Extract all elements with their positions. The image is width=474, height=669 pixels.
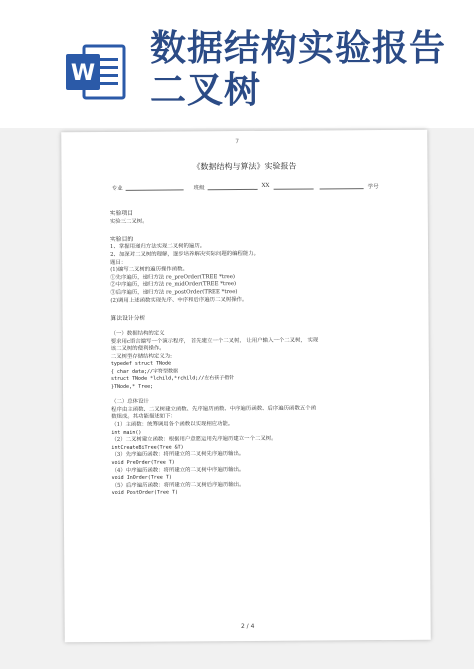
text-line: 题目： xyxy=(110,259,127,266)
text-line: （一）数据结构的定义 xyxy=(110,330,165,337)
text-line: 实验三二叉树。 xyxy=(109,218,148,225)
text-line: （1）主函数：统筹调用各个函数以实现相应功能。 xyxy=(111,421,234,428)
name-value: XX xyxy=(261,182,270,189)
id-label: 学号 xyxy=(367,184,379,191)
text-line: (2)调用上述函数实现先序、中序和后序遍历二叉树操作。 xyxy=(110,296,248,304)
code-line: struct TNode *lchild,*rchild;//左右孩子指针 xyxy=(110,375,235,383)
text-line: （5）后序遍历函数：将所建立的二叉树后序遍历输出。 xyxy=(111,481,245,489)
text-line: ②中序遍历，递归方法 re_midOrder(TREE *tree) xyxy=(110,281,237,289)
name-underline xyxy=(274,189,314,190)
code-line: }TNode,* Tree; xyxy=(110,383,154,391)
text-line: （3）先序遍历函数：将所建立的二叉树先序遍历输出。 xyxy=(111,451,245,459)
code-line: int main() xyxy=(111,429,142,436)
major-underline xyxy=(126,189,184,190)
corner-mark: 7 xyxy=(235,138,240,146)
id-underline xyxy=(320,188,364,189)
text-line: 数组成。其功能描述如下： xyxy=(111,413,176,421)
title-line-2: 二叉树 xyxy=(150,70,262,111)
text-line: 该二叉树的便利操作。 xyxy=(110,345,165,353)
word-document-icon xyxy=(64,40,128,104)
code-line: { char data;//字符型数据 xyxy=(110,368,179,375)
header-banner xyxy=(0,0,474,128)
page-number: 2 / 4 xyxy=(240,622,255,631)
class-label: 班级 xyxy=(193,185,205,192)
text-line: 程序由主函数、二叉树建立函数、先序遍历函数、中序遍历函数、后序遍历函数五个函 xyxy=(111,405,317,413)
code-line: void PostOrder(Tree T) xyxy=(111,489,178,497)
text-line: 要求用c语言编写一个演示程序， 首先建立一个二叉树， 让用户输入一个二叉树， 实现 xyxy=(110,336,319,345)
code-line: void InOrder(Tree T) xyxy=(111,474,172,482)
text-line: （2）二叉树建立函数：根据用户意愿运用先序遍历建立一个二叉树。 xyxy=(111,436,277,444)
text-line: （二）总体设计 xyxy=(111,398,149,406)
document-body xyxy=(110,206,412,498)
section-heading: 实验项目 xyxy=(109,210,134,217)
text-line: 2、加深对二叉树的理解，逐步培养解决实际问题的编程能力。 xyxy=(110,250,260,258)
section-heading: 实验目的 xyxy=(109,236,134,243)
svg-text:W: W xyxy=(70,61,96,86)
code-line: void PreOrder(Tree T) xyxy=(111,459,175,466)
text-line: ③后序遍历，递归方法 re_postOrder(TREE *tree) xyxy=(110,288,238,296)
code-line: intCreateBiTree(Tree &T) xyxy=(111,444,184,451)
document-title: 《数据结构与算法》实验报告 xyxy=(192,161,297,172)
document-page[interactable] xyxy=(61,130,431,643)
text-line: （4）中序遍历函数：将所建立的二叉树中序遍历输出。 xyxy=(111,466,245,474)
text-line: (1)编写二叉树的遍历操作函数。 xyxy=(110,266,188,274)
title-line-1: 数据结构实验报告 xyxy=(150,28,447,69)
page-title xyxy=(150,28,446,112)
text-line: ①先序遍历，递归方法 re_preOrder(TREE *tree) xyxy=(110,273,236,281)
section-heading: 算法设计分析 xyxy=(110,315,146,322)
text-line: 二叉树型存储结构定义为: xyxy=(110,353,172,360)
major-label: 专业 xyxy=(111,185,123,192)
text-line: 1、掌握用递归方法实现二叉树的遍历。 xyxy=(110,243,206,251)
class-underline xyxy=(208,189,258,190)
text-line xyxy=(110,224,410,234)
code-line: typedef struct TNode xyxy=(110,360,172,368)
